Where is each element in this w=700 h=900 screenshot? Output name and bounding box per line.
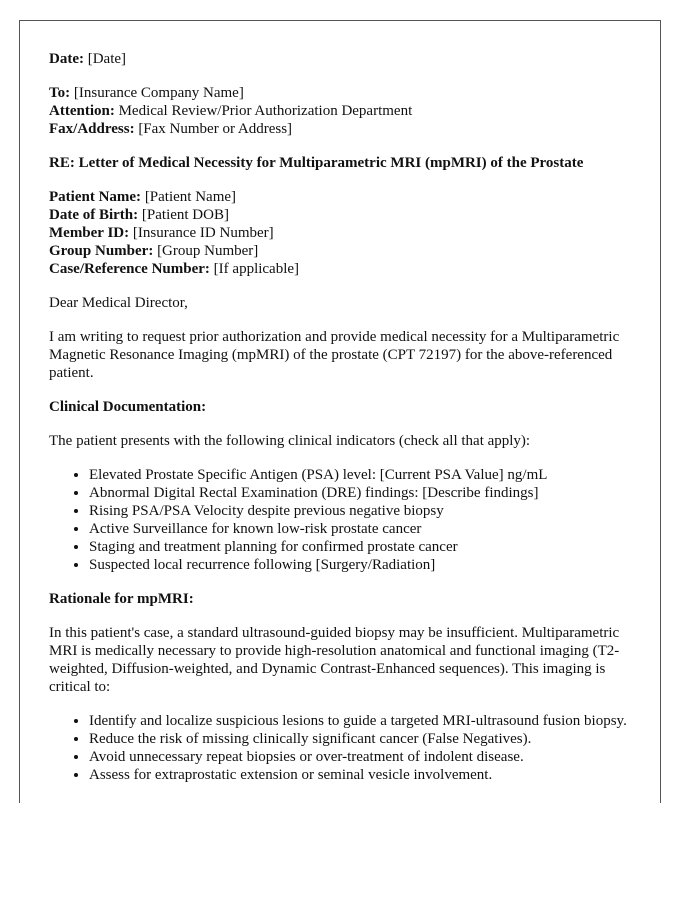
clinical-heading: Clinical Documentation: <box>49 399 207 415</box>
rationale-heading: Rationale for mpMRI: <box>49 591 194 607</box>
rationale-lead: In this patient's case, a standard ultrasound-guided biopsy may be insufficient. Multiparametric MRI is medically necessary to provide high-resolution anatomical and functional imaging (T2-weighted, Diffusion-weighted, and Dynamic Contrast-Enhanced sequences). This imaging is critical to: <box>49 625 620 695</box>
list-item: • Rising PSA/PSA Velocity despite previous negative biopsy <box>89 502 631 520</box>
letter-page <box>19 20 661 803</box>
list-item: • Identify and localize suspicious lesions to guide a targeted MRI-ultrasound fusion biopsy. <box>89 712 631 730</box>
list-item: • Suspected local recurrence following [Surgery/Radiation] <box>89 556 631 574</box>
recipient-block: To: [Insurance Company Name] Attention: Medical Review/Prior Authorization Department Fax/Address: [Fax Number or Address] <box>49 85 413 137</box>
clinical-indicator-list <box>49 466 631 574</box>
rationale-list <box>49 712 631 784</box>
list-item: • Elevated Prostate Specific Antigen (PSA) level: [Current PSA Value] ng/mL <box>89 466 631 484</box>
list-item: • Reduce the risk of missing clinically significant cancer (False Negatives). <box>89 730 631 748</box>
re-line: RE: Letter of Medical Necessity for Multiparametric MRI (mpMRI) of the Prostate <box>49 155 584 171</box>
intro-paragraph: I am writing to request prior authorization and provide medical necessity for a Multiparametric Magnetic Resonance Imaging (mpMRI) of the prostate (CPT 72197) for the above-referenced patient. <box>49 329 620 381</box>
date-line: Date: [Date] <box>49 51 127 67</box>
list-item: • Staging and treatment planning for confirmed prostate cancer <box>89 538 631 556</box>
list-item: • Abnormal Digital Rectal Examination (DRE) findings: [Describe findings] <box>89 484 631 502</box>
list-item: • Active Surveillance for known low-risk prostate cancer <box>89 520 631 538</box>
clinical-lead: The patient presents with the following clinical indicators (check all that apply): <box>49 433 531 449</box>
salutation: Dear Medical Director, <box>49 295 188 311</box>
patient-info: Patient Name: [Patient Name] Date of Birth: [Patient DOB] Member ID: [Insurance ID Number] Group Number: [Group Number] Case/Reference Number: [If applicable] <box>49 189 300 277</box>
list-item: • Assess for extraprostatic extension or seminal vesicle involvement. <box>89 766 631 784</box>
list-item: • Avoid unnecessary repeat biopsies or over-treatment of indolent disease. <box>89 748 631 766</box>
